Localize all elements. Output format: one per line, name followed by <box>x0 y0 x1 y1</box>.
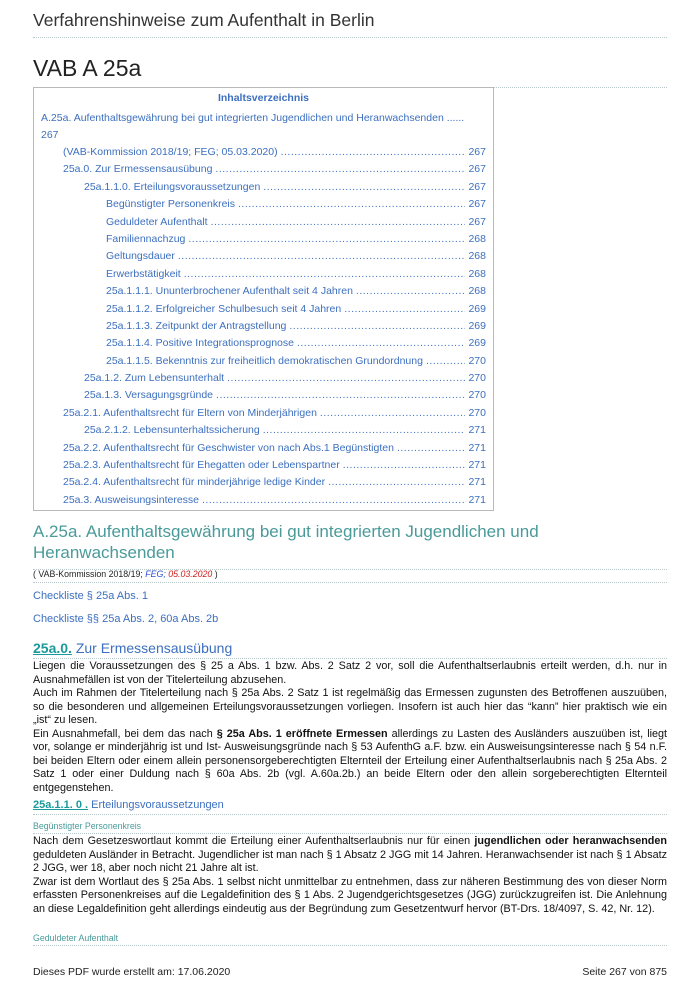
toc-entry[interactable] <box>41 161 486 178</box>
toc-entry[interactable] <box>41 196 486 213</box>
toc-entry-page: 270 <box>468 372 486 385</box>
bold-text: jugendlichen oder heranwachsenden <box>474 835 668 847</box>
toc-entry-label: 25a.2.1. Aufenthaltsrecht für Eltern von Minderjährigen <box>63 406 317 419</box>
toc-leader-dots <box>211 214 466 231</box>
toc-leader-dots <box>320 405 466 422</box>
toc-entry-page: 271 <box>468 441 486 454</box>
checklist-link-abs1[interactable]: Checkliste § 25a Abs. 1 <box>33 590 148 602</box>
toc-entry[interactable] <box>41 179 486 196</box>
toc-leader-dots <box>216 387 465 404</box>
meta-feg: FEG; <box>145 569 166 579</box>
toc-entry-label: 25a.1.2. Zum Lebensunterhalt <box>84 372 225 385</box>
toc-entry-label: (VAB-Kommission 2018/19; FEG; 05.03.2020) <box>63 146 278 158</box>
toc-leader-dots <box>426 353 466 370</box>
toc-entry-page: 271 <box>468 476 486 489</box>
toc-entry-label: 25a.2.1.2. Lebensunterhaltssicherung <box>84 424 260 437</box>
toc-entry-page: 268 <box>468 232 486 245</box>
page-title: VAB A 25a <box>33 55 667 88</box>
text-run: allerdings zu Lasten des Ausländers auszuüben ist, liegt vor, solange er minderjährig ist und Ist- Ausweisungsgründe nach § 53 AufenthG a.F. bzw. ein Ausweisungsinteresse nach § 54 n.F. bei beiden Eltern oder einem allein personensorgeberechtigten Elternteil der Erteilung einer Aufenthaltserlaubnis nach § 25a Abs. 2 Satz 1 oder einer Duldung nach § 60a Abs. 2b (vgl. A.60a.2b.) an beide Eltern oder den allein sorgeberechtigten Elternteil entgegenstehen. <box>33 727 668 794</box>
toc-leader-dots <box>297 335 466 352</box>
meta-suffix: ) <box>212 569 218 579</box>
toc-entry-label: 25a.0. Zur Ermessensausübung <box>63 163 213 176</box>
toc-leader-dots <box>343 457 466 474</box>
paragraph: Auch im Rahmen der Titelerteilung nach § 25a Abs. 2 Satz 1 ist regelmäßig das Ermessen zugunsten des Betroffenen auszuüben, so die besonderen und allgemeinen Erteilungsvoraussetzungen vorliegen. Insofern ist auch hier das “kann” hier praktisch wie ein „ist“ zu lesen. <box>33 687 667 726</box>
toc-entry-label: Geduldeter Aufenthalt <box>106 215 208 228</box>
toc-entry-page: 269 <box>468 302 486 315</box>
toc-entry[interactable] <box>41 474 486 491</box>
toc-leader-dots <box>356 283 466 300</box>
paragraph: Liegen die Voraussetzungen des § 25 a Abs. 1 bzw. Abs. 2 Satz 2 vor, soll die Aufenthaltserlaubnis erteilt werden, d.h. nur in Ausnahmefällen ist von der Titelerteilung abzusehen. <box>33 660 667 686</box>
toc-heading: Inhaltsverzeichnis <box>217 92 310 104</box>
toc-leader-dots <box>289 318 465 335</box>
toc-leader-dots <box>263 422 466 439</box>
paragraph <box>33 728 667 796</box>
toc-leader-dots <box>184 266 466 283</box>
toc-entry-label: 25a.1.1.1. Ununterbrochener Aufenthalt seit 4 Jahren <box>106 285 353 298</box>
toc-entry[interactable] <box>41 266 486 283</box>
toc-entry-label: Familiennachzug <box>106 232 186 245</box>
toc-entry[interactable] <box>41 335 486 352</box>
toc-entry[interactable] <box>41 231 486 248</box>
subsection-number[interactable]: 25a.0. <box>33 640 72 656</box>
sub-subsection-heading <box>33 799 667 815</box>
toc-entry-label: 25a.1.3. Versagungsgründe <box>84 389 214 402</box>
toc-entry-label: 25a.2.4. Aufenthaltsrecht für minderjährige ledige Kinder <box>63 476 326 489</box>
toc-entry-label: 25a.2.2. Aufenthaltsrecht für Geschwister von nach Abs.1 Begünstigten <box>63 441 394 454</box>
toc-entry-page: 268 <box>468 250 486 263</box>
toc-entry-label: 25a.3. Ausweisungsinteresse <box>63 493 200 506</box>
toc-entry[interactable] <box>41 457 486 474</box>
running-header <box>33 10 667 38</box>
toc-entry[interactable] <box>41 405 486 422</box>
minor-heading: Geduldeter Aufenthalt <box>33 933 667 946</box>
header-title: Verfahrenshinweise zum Aufenthalt in Berlin <box>33 10 375 30</box>
toc-leader-dots <box>328 474 465 491</box>
toc-entry[interactable] <box>41 283 486 300</box>
toc-entry[interactable] <box>41 353 486 370</box>
toc-entry-page: 269 <box>468 319 486 332</box>
toc-entry-page: 271 <box>468 424 486 437</box>
paragraph: Zwar ist dem Wortlaut des § 25a Abs. 1 selbst nicht unmittelbar zu entnehmen, dass zur näheren Bestimmung des von dieser Norm erfassten Personenkreises auf die Legaldefinition des § 1 Abs. 2 Jugendgerichtsgesetzes (JGG) zurückzugreifen ist. Die Anlehnung an diese Legaldefinition geht allerdings eindeutig aus der Begründung zum Gesetzentwurf hervor (BT-Drs. 18/4097, S. 42, Nr. 12). <box>33 875 667 915</box>
toc-entry-page: 267 <box>468 146 486 158</box>
footer-page-number: Seite 267 von 875 <box>582 966 667 978</box>
toc-entry[interactable] <box>41 214 486 231</box>
toc-entry-page: 267 <box>468 215 486 228</box>
toc-entry-label: 25a.1.1.5. Bekenntnis zur freiheitlich demokratischen Grundordnung <box>106 354 423 367</box>
paragraph <box>33 835 667 876</box>
toc-entry-label: 25a.2.3. Aufenthaltsrecht für Ehegatten oder Lebenspartner <box>63 459 340 472</box>
toc-entry-page: 267 <box>468 198 486 211</box>
toc-entry[interactable] <box>41 422 486 439</box>
toc-leader-dots <box>344 301 465 318</box>
toc-entry-label: 25a.1.1.0. Erteilungsvoraussetzungen <box>84 180 261 193</box>
toc-entry-page: 271 <box>468 459 486 472</box>
toc-entry[interactable] <box>41 248 486 265</box>
section-meta <box>33 569 667 583</box>
sub-subsection-number[interactable]: 25a.1.1. 0 . <box>33 799 89 811</box>
toc-entry-page: 268 <box>468 267 486 280</box>
toc-list <box>41 144 486 509</box>
toc-entry[interactable] <box>41 301 486 318</box>
toc-entry[interactable] <box>41 110 486 144</box>
toc-entry-label: 25a.1.1.3. Zeitpunkt der Antragstellung <box>106 319 287 332</box>
checklist-link-abs2[interactable]: Checkliste §§ 25a Abs. 2, 60a Abs. 2b <box>33 613 219 625</box>
toc-entry-label: Erwerbstätigkeit <box>106 267 181 280</box>
toc-entry-page: 267 <box>41 129 59 142</box>
toc-entry-label: Geltungsdauer <box>106 250 175 263</box>
bold-text: § 25a Abs. 1 eröffnete Ermessen <box>216 727 388 740</box>
toc-leader-dots <box>215 161 465 178</box>
table-of-contents <box>33 87 494 511</box>
toc-entry[interactable] <box>41 387 486 404</box>
toc-leader-dots <box>227 370 465 387</box>
body-text <box>33 660 667 795</box>
text-run: geduldeten Ausländer in Betracht. Jugendlicher ist man nach § 1 Absatz 2 JGG mit 14 Jahren. Heranwachsender ist nach § 1 Absatz 2 JGG, wer 18, aber noch nicht 21 Jahre alt ist. <box>33 848 667 874</box>
toc-leader-dots <box>238 196 465 213</box>
toc-leader-dots <box>397 440 466 457</box>
subsection-label: Zur Ermessensausübung <box>71 640 233 656</box>
toc-leader-dots <box>202 492 465 509</box>
text-run: Nach dem Gesetzeswortlaut kommt die Erteilung einer Aufenthaltserlaubnis nur für einen <box>33 835 475 847</box>
footer-created-date: Dieses PDF wurde erstellt am: 17.06.2020 <box>33 966 231 978</box>
section-title: A.25a. Aufenthaltsgewährung bei gut integrierten Jugendlichen und Heranwachsenden <box>33 521 667 570</box>
toc-leader-dots <box>188 231 465 248</box>
toc-entry[interactable] <box>41 144 486 161</box>
sub-subsection-label: Erteilungsvoraussetzungen <box>88 799 224 811</box>
toc-entry-page: 269 <box>468 337 486 350</box>
meta-date: 05.03.2020 <box>165 569 213 579</box>
toc-entry[interactable] <box>41 370 486 387</box>
toc-entry-page: 270 <box>468 354 486 367</box>
minor-heading: Begünstigter Personenkreis <box>33 821 667 834</box>
toc-leader-dots <box>281 144 466 161</box>
toc-entry[interactable] <box>41 440 486 457</box>
toc-entry[interactable] <box>41 318 486 335</box>
toc-entry-page: 270 <box>468 406 486 419</box>
toc-entry-label: A.25a. Aufenthaltsgewährung bei gut integrierten Jugendlichen und Heranwachsenden ...... <box>41 112 465 124</box>
text-run: Ein Ausnahmefall, bei dem das nach <box>33 727 217 740</box>
body-text <box>33 835 667 916</box>
toc-entry[interactable] <box>41 492 486 509</box>
toc-entry-page: 271 <box>468 493 486 506</box>
toc-entry-label: 25a.1.1.4. Positive Integrationsprognose <box>106 337 294 350</box>
toc-entry-label: Begünstigter Personenkreis <box>106 198 235 211</box>
meta-prefix: ( VAB-Kommission 2018/19; <box>33 569 146 579</box>
toc-entry-page: 267 <box>468 163 486 176</box>
toc-entry-page: 268 <box>468 285 486 298</box>
toc-leader-dots <box>263 179 465 196</box>
toc-entry-page: 267 <box>468 180 486 193</box>
toc-entry-label: 25a.1.1.2. Erfolgreicher Schulbesuch seit 4 Jahren <box>106 302 342 315</box>
subsection-heading <box>33 640 667 659</box>
toc-entry-page: 270 <box>468 389 486 402</box>
toc-leader-dots <box>178 248 466 265</box>
